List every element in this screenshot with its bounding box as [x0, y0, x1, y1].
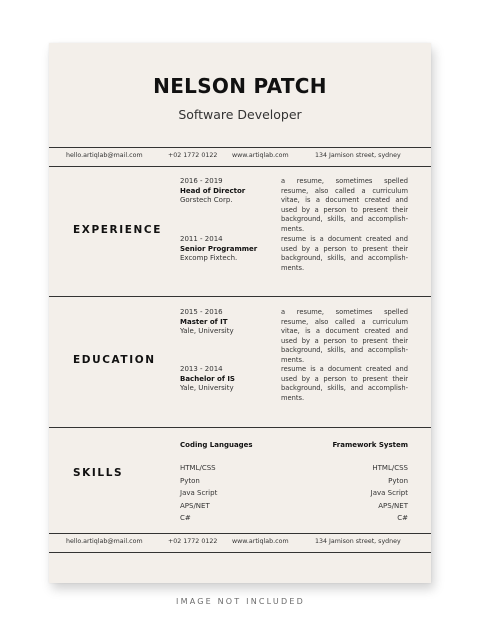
- entry-organization: Yale, University: [180, 384, 234, 393]
- contact-address: 134 Jamison street, sydney: [315, 538, 401, 545]
- image-not-included-note: IMAGE NOT INCLUDED: [176, 597, 305, 606]
- entry-organization: Gorstech Corp.: [180, 196, 233, 205]
- section-divider: [49, 296, 431, 297]
- skills-column-framework: [299, 441, 408, 525]
- contact-phone: +02 1772 0122: [168, 538, 218, 545]
- entry-title: Head of Director: [180, 186, 246, 195]
- skills-list: [180, 462, 290, 525]
- experience-heading: EXPERIENCE: [73, 224, 162, 236]
- entry-years: 2011 - 2014: [180, 235, 223, 243]
- skills-list: [299, 462, 408, 525]
- skill-item: APS/NET: [180, 501, 210, 510]
- skills-column-coding: [180, 441, 290, 525]
- contact-bar-bottom: [49, 533, 431, 553]
- entry-description: resume is a document created and used by a person to present their background, skills, and accomplish-ments.: [281, 365, 408, 402]
- education-entry: [180, 365, 280, 394]
- skills-column-heading: Coding Languages: [180, 441, 253, 449]
- resume-page: [49, 43, 431, 583]
- skill-item: Pyton: [388, 476, 408, 485]
- entry-description: resume is a document created and used by a person to present their background, skills, and accomplish-ments.: [281, 235, 408, 272]
- skill-item: Pyton: [180, 476, 200, 485]
- entry-years: 2015 - 2016: [180, 308, 223, 316]
- contact-phone: +02 1772 0122: [168, 152, 218, 159]
- skill-item: HTML/CSS: [180, 464, 216, 472]
- skill-item: C#: [397, 514, 408, 522]
- education-entry: [180, 308, 280, 337]
- skill-item: C#: [180, 514, 191, 522]
- entry-description: a resume, sometimes spelled resume, also called a curriculum vitae, is a document created and used by a person to present their background, skills, and accomplish-ments.: [281, 177, 408, 233]
- experience-entry: [180, 235, 280, 264]
- section-divider: [49, 427, 431, 428]
- skill-item: Java Script: [370, 489, 408, 497]
- entry-title: Bachelor of IS: [180, 374, 235, 383]
- resume-name: NELSON PATCH: [153, 74, 327, 98]
- contact-bar-top: [49, 147, 431, 167]
- skills-column-heading: Framework System: [332, 441, 408, 449]
- entry-organization: Excomp Fixtech.: [180, 254, 238, 263]
- experience-entry: [180, 177, 280, 206]
- entry-description: a resume, sometimes spelled resume, also called a curriculum vitae, is a document created and used by a person to present their background, skills, and accomplish-ments.: [281, 308, 408, 364]
- contact-email: hello.artiqlab@mail.com: [66, 538, 143, 545]
- entry-title: Master of IT: [180, 317, 228, 326]
- contact-email: hello.artiqlab@mail.com: [66, 152, 143, 159]
- entry-years: 2013 - 2014: [180, 365, 223, 373]
- skill-item: APS/NET: [378, 501, 408, 510]
- education-heading: EDUCATION: [73, 354, 156, 366]
- entry-organization: Yale, University: [180, 327, 234, 336]
- resume-role: Software Developer: [178, 107, 302, 122]
- contact-website: www.artiqlab.com: [232, 152, 289, 159]
- skill-item: HTML/CSS: [372, 464, 408, 472]
- skill-item: Java Script: [180, 489, 218, 497]
- contact-website: www.artiqlab.com: [232, 538, 289, 545]
- contact-address: 134 Jamison street, sydney: [315, 152, 401, 159]
- skills-heading: SKILLS: [73, 467, 124, 479]
- entry-years: 2016 - 2019: [180, 177, 223, 185]
- entry-title: Senior Programmer: [180, 244, 258, 253]
